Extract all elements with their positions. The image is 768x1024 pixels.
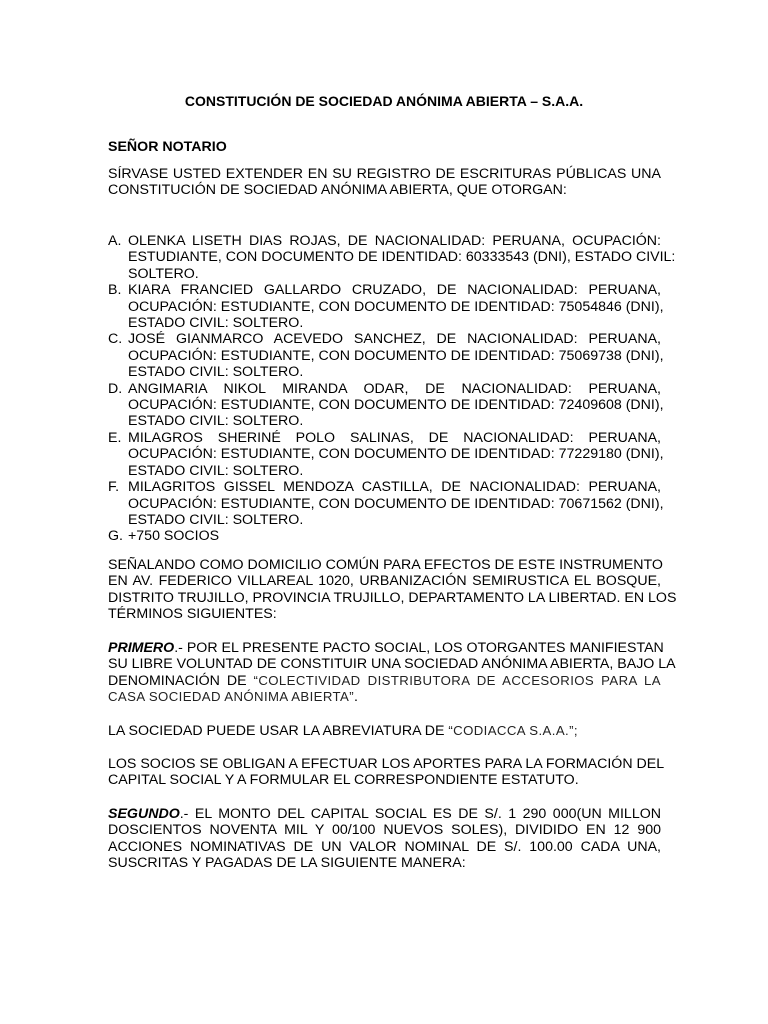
clause-segundo	[108, 806, 661, 872]
list-marker: E.	[108, 429, 122, 446]
grantors-list	[108, 233, 676, 545]
domicile-line: EN AV. FEDERICO VILLAREAL 1020, URBANIZACIÓN SEMIRUSTICA EL BOSQUE,	[108, 573, 661, 590]
company-name: “COLECTIVIDAD DISTRIBUTORA DE ACCESORIOS PARA LA	[253, 672, 661, 688]
list-marker: A.	[108, 233, 122, 249]
company-name: CASA SOCIEDAD ANÓNIMA ABIERTA”	[108, 689, 355, 705]
grantor-line: ESTUDIANTE, CON DOCUMENTO DE IDENTIDAD: 60333543 (DNI), ESTADO CIVIL:	[128, 249, 676, 266]
clause-line: SUSCRITAS Y PAGADAS DE LA SIGUIENTE MANERA:	[108, 855, 466, 872]
grantor-item-d	[108, 380, 664, 430]
domicile-line: DISTRITO TRUJILLO, PROVINCIA TRUJILLO, DEPARTAMENTO LA LIBERTAD. EN LOS	[108, 589, 677, 606]
clause-text: .- EL MONTO DEL CAPITAL SOCIAL ES DE S/. 1 290 000(UN MILLON	[179, 806, 661, 822]
list-marker: F.	[108, 479, 120, 496]
grantor-item-g	[108, 528, 661, 544]
clause-line	[108, 689, 661, 705]
clause-label: SEGUNDO	[108, 806, 180, 822]
clause-line	[108, 806, 661, 822]
grantor-line: ESTADO CIVIL: SOLTERO.	[128, 413, 304, 430]
clause-text: .- POR EL PRESENTE PACTO SOCIAL, LOS OTORGANTES MANIFIESTAN	[174, 640, 664, 656]
grantor-line: OCUPACIÓN: ESTUDIANTE, CON DOCUMENTO DE IDENTIDAD: 75069738 (DNI),	[128, 347, 664, 364]
grantor-line: OCUPACIÓN: ESTUDIANTE, CON DOCUMENTO DE IDENTIDAD: 77229180 (DNI),	[128, 446, 664, 463]
list-marker: G.	[108, 528, 123, 545]
domicile-paragraph	[108, 557, 677, 623]
grantor-item-b	[108, 282, 664, 332]
intro-paragraph	[108, 166, 661, 199]
grantor-line: OCUPACIÓN: ESTUDIANTE, CON DOCUMENTO DE IDENTIDAD: 72409608 (DNI),	[128, 397, 664, 414]
intro-line: SÍRVASE USTED EXTENDER EN SU REGISTRO DE ESCRITURAS PÚBLICAS UNA	[108, 166, 661, 182]
domicile-line: SEÑALANDO COMO DOMICILIO COMÚN PARA EFECTOS DE ESTE INSTRUMENTO	[108, 557, 663, 573]
clause-text: .	[354, 689, 358, 706]
clause-text: DENOMINACIÓN DE	[108, 672, 254, 689]
grantor-line: KIARA FRANCIED GALLARDO CRUZADO, DE NACIONALIDAD: PERUANA,	[128, 282, 661, 299]
grantor-line: OLENKA LISETH DIAS ROJAS, DE NACIONALIDAD: PERUANA, OCUPACIÓN:	[128, 233, 661, 249]
grantor-line: ESTADO CIVIL: SOLTERO.	[128, 364, 304, 381]
domicile-line: TÉRMINOS SIGUIENTES:	[108, 606, 277, 623]
abbreviation-line	[108, 723, 661, 739]
grantor-line: ANGIMARIA NIKOL MIRANDA ODAR, DE NACIONALIDAD: PERUANA,	[128, 380, 661, 397]
list-marker: C.	[108, 331, 123, 348]
grantor-item-f	[108, 479, 664, 528]
clause-label: PRIMERO	[108, 640, 175, 656]
grantor-line: MILAGRITOS GISSEL MENDOZA CASTILLA, DE NACIONALIDAD: PERUANA,	[128, 479, 661, 496]
list-marker: D.	[108, 380, 123, 397]
clause-line	[108, 640, 664, 656]
grantor-line: +750 SOCIOS	[128, 528, 220, 545]
contributions-line: LOS SOCIOS SE OBLIGAN A EFECTUAR LOS APORTES PARA LA FORMACIÓN DEL	[108, 756, 665, 772]
grantor-item-c	[108, 331, 664, 381]
contributions-paragraph	[108, 756, 665, 789]
document-title: CONSTITUCIÓN DE SOCIEDAD ANÓNIMA ABIERTA – S.A.A.	[184, 93, 584, 109]
grantor-line: SOLTERO.	[128, 265, 199, 282]
clause-primero	[108, 640, 676, 706]
addressee-heading: SEÑOR NOTARIO	[108, 139, 227, 155]
grantor-line: ESTADO CIVIL: SOLTERO.	[128, 462, 304, 479]
grantor-line: MILAGROS SHERINÉ POLO SALINAS, DE NACIONALIDAD: PERUANA,	[128, 429, 661, 446]
abbreviation-paragraph	[108, 723, 661, 739]
clause-line: ACCIONES NOMINATIVAS DE UN VALOR NOMINAL DE S/. 100.00 CADA UNA,	[108, 838, 661, 855]
grantor-item-a	[108, 233, 676, 282]
contributions-line: CAPITAL SOCIAL Y A FORMULAR EL CORRESPONDIENTE ESTATUTO.	[108, 772, 579, 789]
abbreviation-prefix: LA SOCIEDAD PUEDE USAR LA ABREVIATURA DE	[108, 723, 449, 739]
grantor-line: OCUPACIÓN: ESTUDIANTE, CON DOCUMENTO DE IDENTIDAD: 75054846 (DNI),	[128, 298, 664, 315]
intro-line: CONSTITUCIÓN DE SOCIEDAD ANÓNIMA ABIERTA, QUE OTORGAN:	[108, 182, 567, 199]
list-marker: B.	[108, 282, 122, 299]
grantor-item-e	[108, 429, 664, 479]
abbreviation-value: “CODIACCA S.A.A.”;	[448, 723, 578, 738]
grantor-line: JOSÉ GIANMARCO ACEVEDO SANCHEZ, DE NACIONALIDAD: PERUANA,	[128, 331, 661, 348]
grantor-line: ESTADO CIVIL: SOLTERO.	[128, 511, 304, 528]
grantor-line: ESTADO CIVIL: SOLTERO.	[128, 315, 304, 332]
clause-line: DOSCIENTOS NOVENTA MIL Y 00/100 NUEVOS SOLES), DIVIDIDO EN 12 900	[108, 822, 661, 839]
grantor-line: OCUPACIÓN: ESTUDIANTE, CON DOCUMENTO DE IDENTIDAD: 70671562 (DNI),	[128, 495, 664, 512]
clause-line: SU LIBRE VOLUNTAD DE CONSTITUIR UNA SOCIEDAD ANÓNIMA ABIERTA, BAJO LA	[108, 656, 676, 673]
clause-line	[108, 673, 661, 689]
